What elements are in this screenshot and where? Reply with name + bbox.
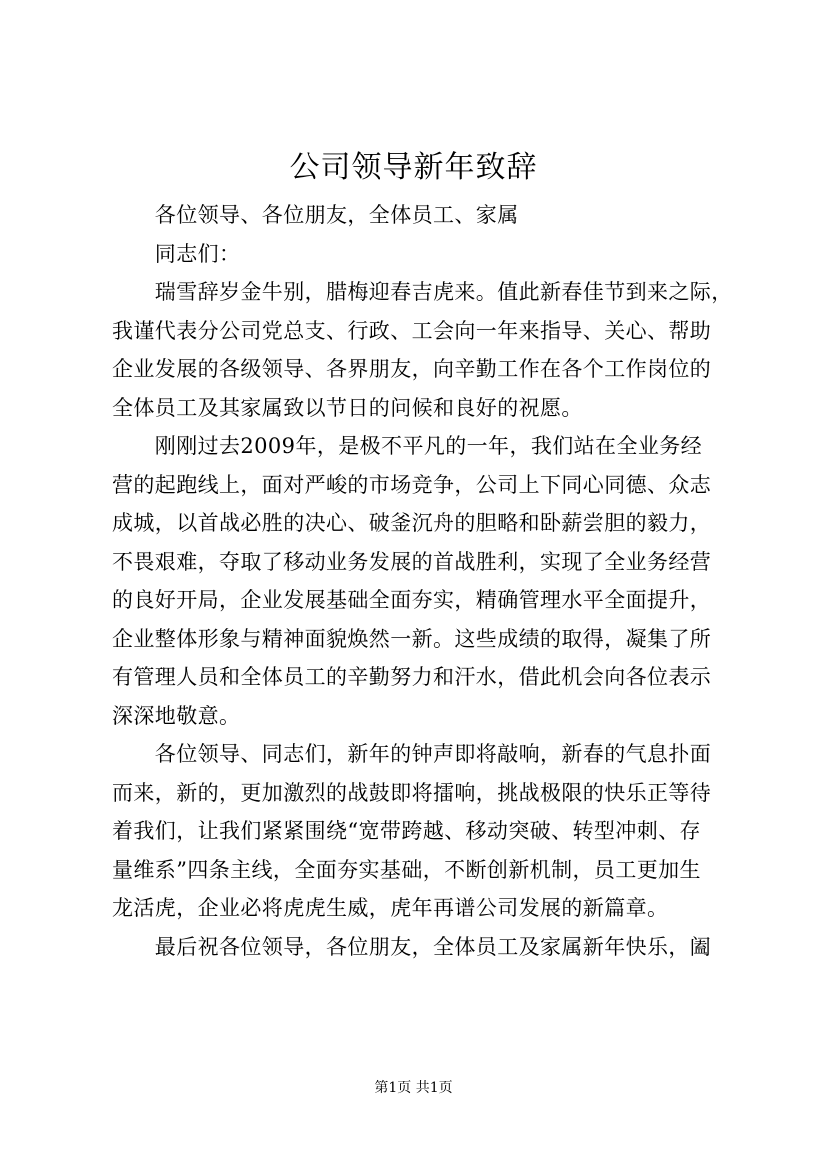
text-line: 刚刚过去2009年，是极不平凡的一年，我们站在全业务经 [112, 434, 703, 458]
text-line: 企业发展的各级领导、各界朋友，向辛勤工作在各个工作岗位的 [112, 357, 712, 381]
text-line: 我谨代表分公司党总支、行政、工会向一年来指导、关心、帮助 [112, 318, 712, 343]
document-body [112, 196, 733, 966]
text-line: 各位领导、同志们，新年的钟声即将敲响，新春的气息扑面 [112, 742, 712, 766]
page-footer: 第1页 共1页 [374, 1080, 453, 1096]
text-line: 而来，新的，更加激烈的战鼓即将擂响，挑战极限的快乐正等待 [112, 780, 712, 805]
text-line: 有管理人员和全体员工的辛勤努力和汗水，借此机会向各位表示 [112, 665, 712, 689]
text-line: 着我们，让我们紧紧围绕“宽带跨越、移动突破、转型冲刺、存 [112, 819, 701, 843]
text-line: 龙活虎，企业必将虎虎生威，虎年再谱公司发展的新篇章。 [112, 896, 669, 920]
text-line: 瑞雪辞岁金牛别，腊梅迎春吉虎来。值此新春佳节到来之际， [112, 280, 733, 304]
text-line: 深深地敬意。 [112, 703, 241, 728]
text-line: 量维系”四条主线，全面夯实基础，不断创新机制，员工更加生 [112, 857, 701, 882]
text-line: 的良好开局，企业发展基础全面夯实，精确管理水平全面提升， [112, 588, 712, 612]
text-line: 各位领导、各位朋友，全体员工、家属 [112, 203, 519, 227]
text-line: 不畏艰难，夺取了移动业务发展的首战胜利，实现了全业务经营 [112, 549, 712, 574]
text-line: 全体员工及其家属致以节日的问候和良好的祝愿。 [112, 395, 583, 420]
text-line: 成城，以首战必胜的决心、破釜沉舟的胆略和卧薪尝胆的毅力， [112, 511, 712, 535]
text-line: 最后祝各位领导，各位朋友，全体员工及家属新年快乐，阖 [112, 934, 712, 959]
document-title: 公司领导新年致辞 [289, 150, 538, 185]
text-line: 营的起跑线上，面对严峻的市场竞争，公司上下同心同德、众志 [112, 472, 712, 497]
text-line: 同志们： [112, 241, 241, 266]
text-line: 企业整体形象与精神面貌焕然一新。这些成绩的取得，凝集了所 [112, 626, 712, 651]
